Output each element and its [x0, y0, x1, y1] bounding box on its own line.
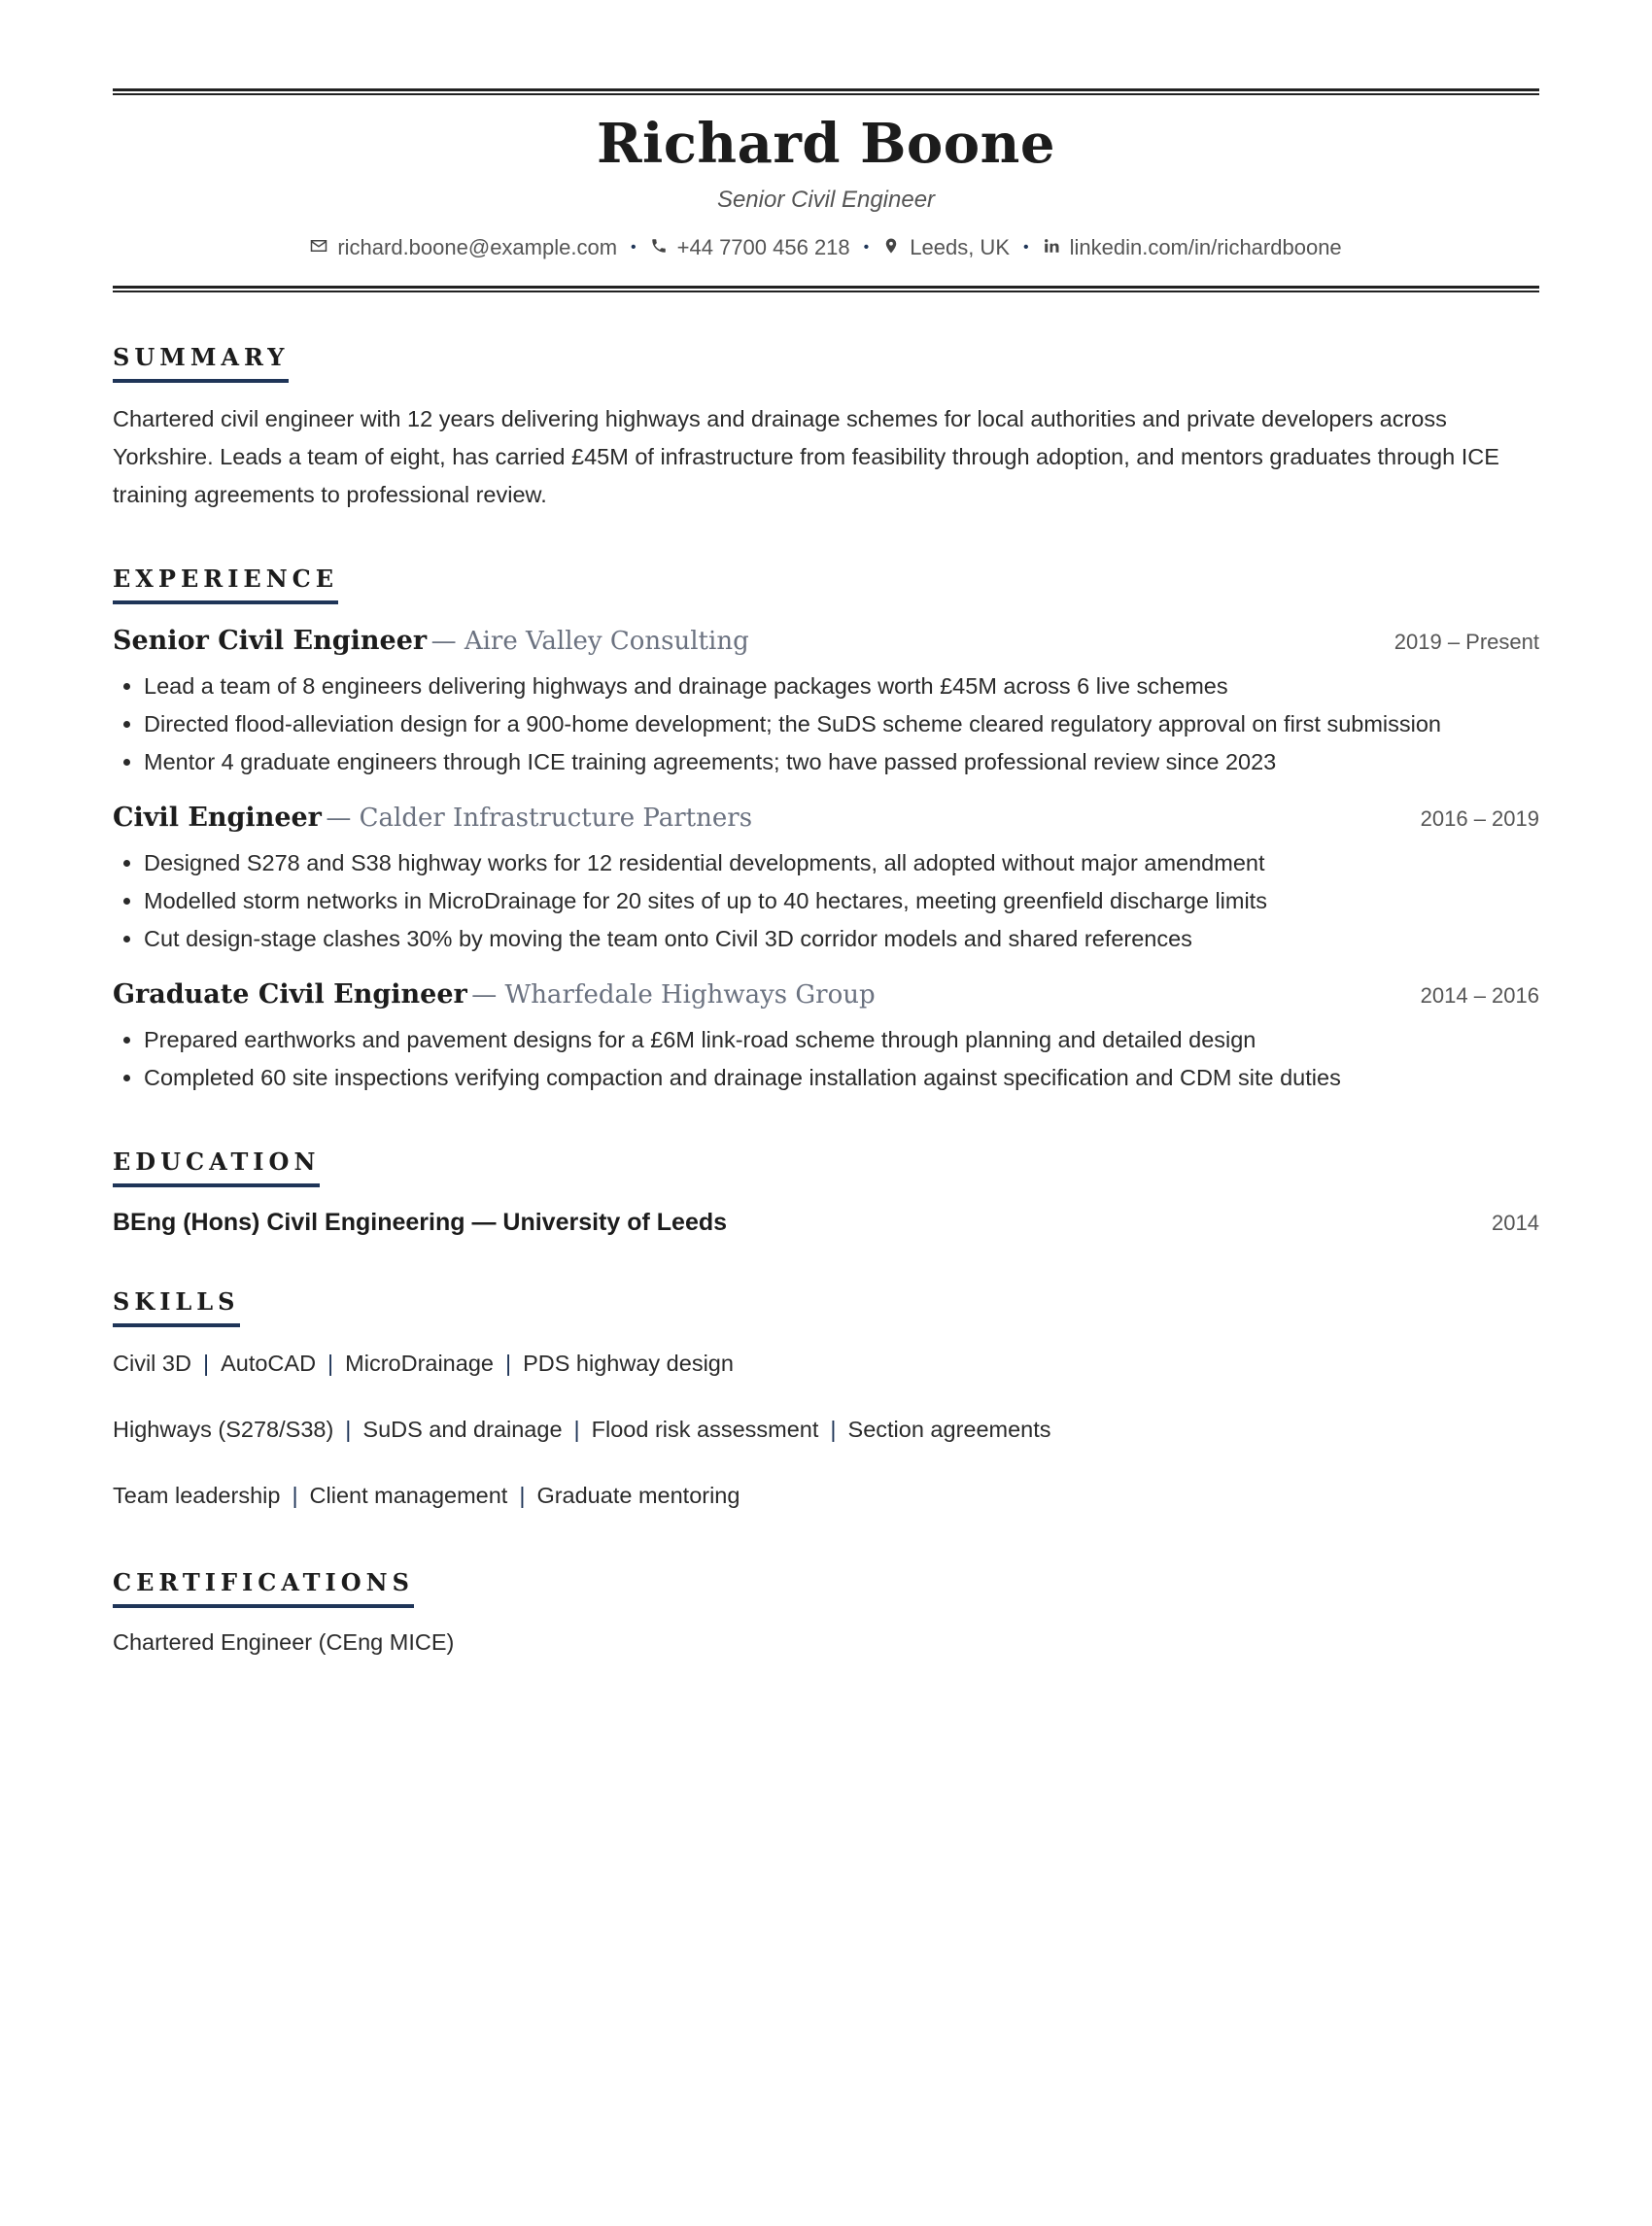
job-bullet: • Cut design-stage clashes 30% by moving the team onto Civil 3D corridor models and shared references	[144, 920, 1539, 958]
skill-item: AutoCAD	[221, 1350, 317, 1376]
education-year: 2014	[1492, 1210, 1539, 1235]
contact-separator: •	[863, 238, 870, 256]
linkedin-icon	[1043, 235, 1060, 260]
job-bullet: • Prepared earthworks and pavement designs for a £6M link-road scheme through planning and detailed design	[144, 1021, 1539, 1059]
job-bullet: • Completed 60 site inspections verifying compaction and drainage installation against specification and CDM site duties	[144, 1059, 1539, 1097]
skill-separator: |	[345, 1416, 352, 1442]
summary-section	[113, 343, 1539, 514]
mail-icon	[310, 235, 327, 260]
education-section	[113, 1147, 1539, 1237]
map-pin-icon	[882, 235, 900, 260]
candidate-title: Senior Civil Engineer	[716, 186, 936, 213]
email-text: richard.boone@example.com	[337, 234, 618, 259]
skills-section	[113, 1287, 1539, 1518]
job-bullet: • Mentor 4 graduate engineers through ICE training agreements; two have passed professional review since 2023	[144, 743, 1539, 781]
location-text: Leeds, UK	[910, 234, 1010, 259]
contact-phone[interactable]	[650, 235, 850, 260]
contact-email[interactable]	[310, 235, 617, 260]
job-dates: 2016 – 2019	[1420, 805, 1539, 831]
contact-bar	[113, 235, 1539, 260]
skill-item: Graduate mentoring	[536, 1482, 740, 1508]
skill-item: Section agreements	[847, 1416, 1051, 1442]
resume-page	[0, 88, 1652, 2226]
skill-item: Flood risk assessment	[591, 1416, 819, 1442]
summary-text: Chartered civil engineer with 12 years delivering highways and drainage schemes for local authorities and private developers across Yorkshire. Leads a team of eight, has carried £45M of infrastructure from feasibility through adoption, and mentors graduates through ICE training agreements to professional review.	[113, 405, 1499, 507]
job-title: Graduate Civil Engineer	[113, 978, 467, 1010]
skill-item: Team leadership	[113, 1482, 281, 1508]
linkedin-text: linkedin.com/in/richardboone	[1069, 234, 1342, 259]
section-heading-experience: EXPERIENCE	[113, 565, 338, 604]
job-dates: 2019 – Present	[1394, 629, 1539, 654]
skill-item: Civil 3D	[113, 1350, 191, 1376]
job-company: — Wharfedale Highways Group	[471, 979, 876, 1010]
certifications-section	[113, 1568, 1539, 1656]
job-bullet: • Designed S278 and S38 highway works for 12 residential developments, all adopted without major amendment	[144, 844, 1539, 882]
skill-separator: |	[573, 1416, 580, 1442]
contact-location	[882, 235, 1010, 260]
skill-separator: |	[830, 1416, 837, 1442]
contact-separator: •	[1023, 238, 1029, 256]
phone-text: +44 7700 456 218	[676, 234, 850, 259]
job-bullet: • Directed flood-alleviation design for a 900-home development; the SuDS scheme cleared regulatory approval on first submission	[144, 705, 1539, 743]
job-dates: 2014 – 2016	[1420, 982, 1539, 1008]
contact-separator: •	[631, 238, 637, 256]
section-heading-certifications: CERTIFICATIONS	[113, 1568, 414, 1608]
skill-separator: |	[202, 1350, 210, 1376]
skills-line	[113, 1341, 1539, 1386]
skill-separator: |	[292, 1482, 298, 1508]
job-title: Senior Civil Engineer	[113, 625, 428, 656]
job-bullet: • Modelled storm networks in MicroDrainage for 20 sites of up to 40 hectares, meeting greenfield discharge limits	[144, 882, 1539, 920]
skill-item: Highways (S278/S38)	[113, 1416, 334, 1442]
experience-section	[113, 565, 1539, 1097]
job-entry	[113, 979, 1539, 1097]
job-entry	[113, 803, 1539, 958]
skill-separator: |	[504, 1350, 512, 1376]
certification-item: Chartered Engineer (CEng MICE)	[113, 1628, 455, 1655]
job-bullet: • Lead a team of 8 engineers delivering highways and drainage packages worth £45M across 6 live schemes	[144, 668, 1539, 705]
header-top-rule	[113, 88, 1539, 95]
skill-separator: |	[519, 1482, 526, 1508]
job-title: Civil Engineer	[113, 802, 322, 833]
skill-item: PDS highway design	[523, 1350, 734, 1376]
job-company: — Calder Infrastructure Partners	[326, 803, 753, 833]
education-degree: BEng (Hons) Civil Engineering — University of Leeds	[113, 1208, 728, 1236]
section-heading-skills: SKILLS	[113, 1287, 240, 1327]
job-entry	[113, 626, 1539, 781]
skill-item: MicroDrainage	[345, 1350, 494, 1376]
contact-linkedin[interactable]	[1043, 235, 1342, 260]
phone-icon	[650, 235, 668, 260]
skills-line	[113, 1407, 1539, 1452]
section-heading-summary: SUMMARY	[113, 343, 289, 383]
skill-separator: |	[327, 1350, 334, 1376]
section-heading-education: EDUCATION	[113, 1147, 320, 1187]
candidate-name: Richard Boone	[597, 112, 1055, 176]
header-bottom-rule	[113, 286, 1539, 292]
skill-item: Client management	[309, 1482, 508, 1508]
skill-item: SuDS and drainage	[362, 1416, 563, 1442]
job-company: — Aire Valley Consulting	[430, 626, 749, 656]
skills-line	[113, 1473, 1539, 1518]
